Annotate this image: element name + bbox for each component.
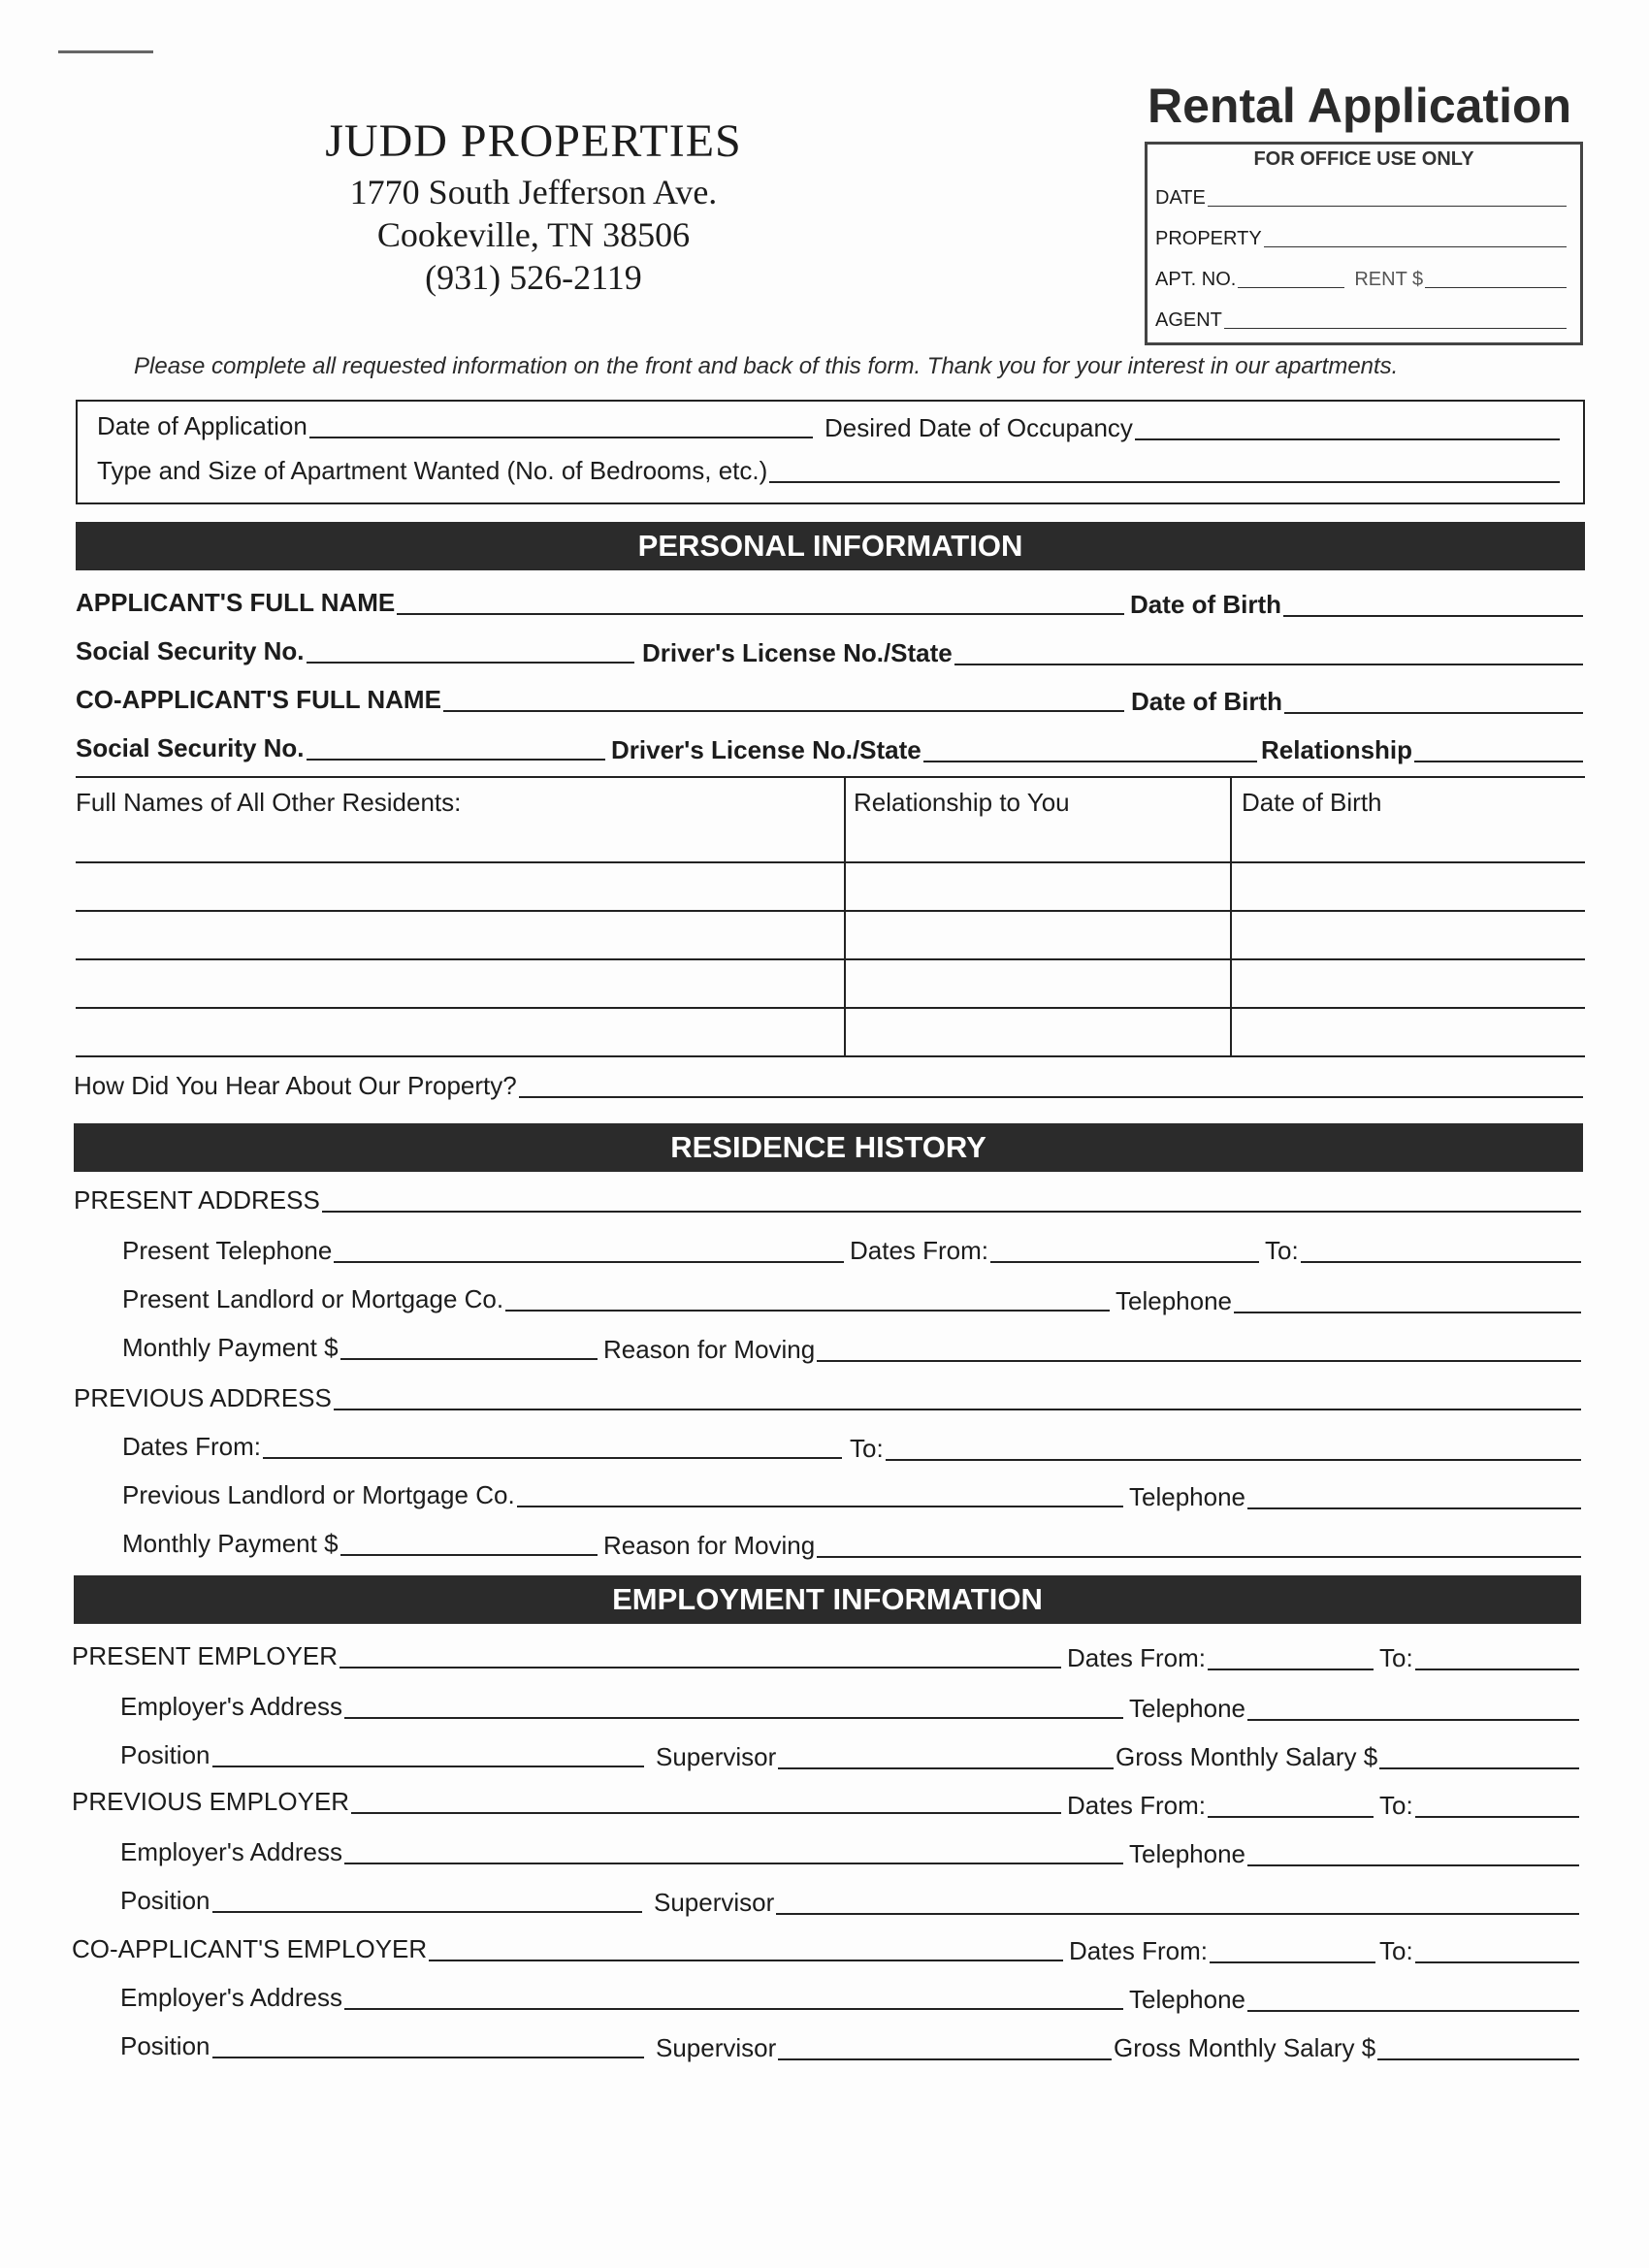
previous-dates-from-label: Dates From:	[122, 1432, 262, 1461]
coapplicant-relationship-field[interactable]	[1414, 741, 1583, 762]
coapplicant-salary-field[interactable]	[1377, 2039, 1579, 2060]
residents-row-line-1[interactable]	[76, 861, 1585, 863]
present-address-field[interactable]	[322, 1191, 1581, 1213]
employment-information-heading: EMPLOYMENT INFORMATION	[74, 1575, 1581, 1624]
present-salary-label: Gross Monthly Salary $	[1116, 1742, 1378, 1771]
present-employer-dates-to-label: To:	[1379, 1643, 1413, 1672]
present-employer-telephone-label: Telephone	[1129, 1694, 1245, 1723]
residents-dob-header: Date of Birth	[1242, 788, 1382, 817]
date-of-application-field[interactable]	[309, 417, 813, 438]
coapplicant-employer-address-label: Employer's Address	[120, 1983, 342, 2012]
previous-address-label: PREVIOUS ADDRESS	[74, 1383, 332, 1412]
residents-divider-2	[1230, 776, 1232, 1057]
present-position-field[interactable]	[212, 1746, 645, 1767]
residents-relationship-header: Relationship to You	[854, 788, 1070, 817]
residents-row-line-3[interactable]	[76, 958, 1585, 960]
coapplicant-employer-dates-from-label: Dates From:	[1069, 1936, 1209, 1965]
previous-employer-telephone-field[interactable]	[1247, 1845, 1579, 1866]
company-phone: (931) 526-2119	[425, 258, 642, 297]
present-reason-moving-label: Reason for Moving	[603, 1335, 816, 1364]
previous-landlord-field[interactable]	[517, 1486, 1123, 1507]
present-employer-dates-from-label: Dates From:	[1067, 1643, 1207, 1672]
office-date-field[interactable]	[1208, 190, 1567, 207]
office-date-label: DATE	[1155, 187, 1206, 209]
present-dates-from-field[interactable]	[990, 1242, 1259, 1263]
applicant-name-label: APPLICANT'S FULL NAME	[76, 588, 396, 617]
present-dates-to-field[interactable]	[1301, 1242, 1581, 1263]
residents-row-line-5[interactable]	[76, 1055, 1585, 1057]
coapplicant-employer-telephone-field[interactable]	[1247, 1991, 1579, 2012]
company-name: JUDD PROPERTIES	[325, 115, 742, 167]
present-reason-moving-field[interactable]	[817, 1341, 1581, 1362]
previous-employer-field[interactable]	[351, 1793, 1061, 1814]
present-supervisor-field[interactable]	[778, 1748, 1114, 1769]
coapplicant-ssn-field[interactable]	[307, 739, 605, 761]
previous-employer-dates-from-field[interactable]	[1208, 1797, 1374, 1818]
company-city: Cookeville, TN 38506	[376, 215, 691, 254]
coapplicant-employer-address-field[interactable]	[344, 1989, 1123, 2010]
desired-date-field[interactable]	[1135, 419, 1560, 440]
residents-names-header: Full Names of All Other Residents:	[76, 788, 462, 817]
coapplicant-ssn-label: Social Security No.	[76, 733, 305, 762]
present-employer-field[interactable]	[340, 1647, 1061, 1669]
apartment-type-field[interactable]	[769, 462, 1560, 483]
previous-monthly-payment-field[interactable]	[340, 1535, 598, 1556]
previous-monthly-payment-label: Monthly Payment $	[122, 1529, 339, 1558]
previous-dates-to-label: To:	[850, 1434, 884, 1463]
previous-position-field[interactable]	[212, 1892, 643, 1913]
coapplicant-license-label: Driver's License No./State	[611, 735, 922, 764]
previous-dates-to-field[interactable]	[886, 1440, 1581, 1461]
present-salary-field[interactable]	[1379, 1748, 1579, 1769]
present-landlord-label: Present Landlord or Mortgage Co.	[122, 1284, 504, 1313]
hear-about-field[interactable]	[519, 1077, 1583, 1098]
company-street: 1770 South Jefferson Ave.	[349, 173, 718, 211]
present-supervisor-label: Supervisor	[656, 1742, 777, 1771]
coapplicant-position-label: Position	[120, 2031, 210, 2060]
residents-table-top	[76, 776, 1585, 778]
office-apt-field[interactable]	[1238, 272, 1344, 288]
coapplicant-position-field[interactable]	[212, 2037, 645, 2058]
present-monthly-payment-field[interactable]	[340, 1339, 598, 1360]
coapplicant-supervisor-label: Supervisor	[656, 2033, 777, 2062]
present-monthly-payment-label: Monthly Payment $	[122, 1333, 339, 1362]
date-of-application-label: Date of Application	[97, 411, 307, 440]
applicant-dob-label: Date of Birth	[1130, 590, 1281, 619]
coapplicant-name-field[interactable]	[443, 691, 1124, 712]
coapplicant-supervisor-field[interactable]	[778, 2039, 1112, 2060]
present-landlord-telephone-label: Telephone	[1116, 1286, 1232, 1315]
office-use-title: FOR OFFICE USE ONLY	[1253, 148, 1474, 170]
office-agent-label: AGENT	[1155, 309, 1222, 331]
office-property-field[interactable]	[1264, 231, 1567, 247]
present-employer-label: PRESENT EMPLOYER	[72, 1641, 339, 1670]
coapplicant-salary-label: Gross Monthly Salary $	[1114, 2033, 1376, 2062]
residents-row-line-4[interactable]	[76, 1007, 1585, 1009]
applicant-license-field[interactable]	[954, 644, 1583, 665]
present-telephone-label: Present Telephone	[122, 1236, 333, 1265]
present-landlord-field[interactable]	[505, 1290, 1110, 1312]
office-apt-label: APT. NO.	[1155, 269, 1237, 290]
present-position-label: Position	[120, 1740, 210, 1769]
previous-address-field[interactable]	[334, 1389, 1581, 1410]
present-employer-dates-from-field[interactable]	[1208, 1649, 1374, 1670]
coapplicant-employer-telephone-label: Telephone	[1129, 1985, 1245, 2014]
applicant-ssn-field[interactable]	[307, 642, 634, 664]
previous-landlord-telephone-label: Telephone	[1129, 1482, 1245, 1511]
coapplicant-dob-label: Date of Birth	[1131, 687, 1282, 716]
previous-employer-dates-to-field[interactable]	[1415, 1797, 1579, 1818]
present-employer-dates-to-field[interactable]	[1415, 1649, 1579, 1670]
applicant-license-label: Driver's License No./State	[642, 638, 953, 667]
instructions: Please complete all requested information on the front and back of this form. Thank you for your interest in our apartments.	[134, 353, 1399, 379]
applicant-name-field[interactable]	[397, 594, 1124, 615]
coapplicant-employer-dates-to-label: To:	[1379, 1936, 1413, 1965]
previous-employer-address-field[interactable]	[344, 1843, 1123, 1864]
previous-reason-moving-field[interactable]	[817, 1537, 1581, 1558]
previous-landlord-telephone-field[interactable]	[1247, 1488, 1581, 1509]
previous-dates-from-field[interactable]	[263, 1438, 842, 1459]
coapplicant-employer-label: CO-APPLICANT'S EMPLOYER	[72, 1934, 428, 1963]
coapplicant-relationship-label: Relationship	[1261, 735, 1413, 764]
coapplicant-name-label: CO-APPLICANT'S FULL NAME	[76, 685, 441, 714]
previous-employer-dates-to-label: To:	[1379, 1791, 1413, 1820]
office-rent-label: RENT $	[1354, 269, 1424, 290]
previous-position-label: Position	[120, 1886, 210, 1915]
present-landlord-telephone-field[interactable]	[1234, 1292, 1581, 1313]
form-title: Rental Application	[1148, 79, 1572, 133]
previous-employer-dates-from-label: Dates From:	[1067, 1791, 1207, 1820]
present-telephone-field[interactable]	[334, 1242, 844, 1263]
desired-date-label: Desired Date of Occupancy	[824, 413, 1133, 442]
apartment-type-label: Type and Size of Apartment Wanted (No. of Bedrooms, etc.)	[97, 456, 768, 485]
present-employer-address-field[interactable]	[344, 1698, 1123, 1719]
coapplicant-dob-field[interactable]	[1284, 693, 1583, 714]
previous-supervisor-field[interactable]	[776, 1894, 1579, 1915]
office-property-label: PROPERTY	[1155, 228, 1262, 249]
previous-employer-label: PREVIOUS EMPLOYER	[72, 1787, 350, 1816]
scan-mark	[58, 50, 153, 53]
previous-landlord-label: Previous Landlord or Mortgage Co.	[122, 1480, 515, 1509]
applicant-dob-field[interactable]	[1283, 596, 1583, 617]
applicant-ssn-label: Social Security No.	[76, 636, 305, 665]
coapplicant-employer-dates-to-field[interactable]	[1415, 1942, 1579, 1963]
office-use-box	[1145, 142, 1583, 345]
hear-about-label: How Did You Hear About Our Property?	[74, 1071, 517, 1100]
company-header	[242, 114, 824, 298]
present-address-label: PRESENT ADDRESS	[74, 1185, 320, 1215]
present-dates-to-label: To:	[1265, 1236, 1299, 1265]
coapplicant-license-field[interactable]	[923, 741, 1257, 762]
personal-information-heading: PERSONAL INFORMATION	[76, 522, 1585, 570]
coapplicant-employer-field[interactable]	[429, 1940, 1063, 1961]
residents-row-line-2[interactable]	[76, 910, 1585, 912]
coapplicant-employer-dates-from-field[interactable]	[1210, 1942, 1375, 1963]
residents-divider-1	[844, 776, 846, 1057]
present-dates-from-label: Dates From:	[850, 1236, 989, 1265]
residence-history-heading: RESIDENCE HISTORY	[74, 1123, 1583, 1172]
office-agent-field[interactable]	[1224, 312, 1567, 329]
previous-supervisor-label: Supervisor	[654, 1888, 775, 1917]
previous-reason-moving-label: Reason for Moving	[603, 1531, 816, 1560]
present-employer-telephone-field[interactable]	[1247, 1700, 1579, 1721]
previous-employer-telephone-label: Telephone	[1129, 1839, 1245, 1868]
previous-employer-address-label: Employer's Address	[120, 1837, 342, 1866]
present-employer-address-label: Employer's Address	[120, 1692, 342, 1721]
office-rent-field[interactable]	[1425, 272, 1567, 288]
